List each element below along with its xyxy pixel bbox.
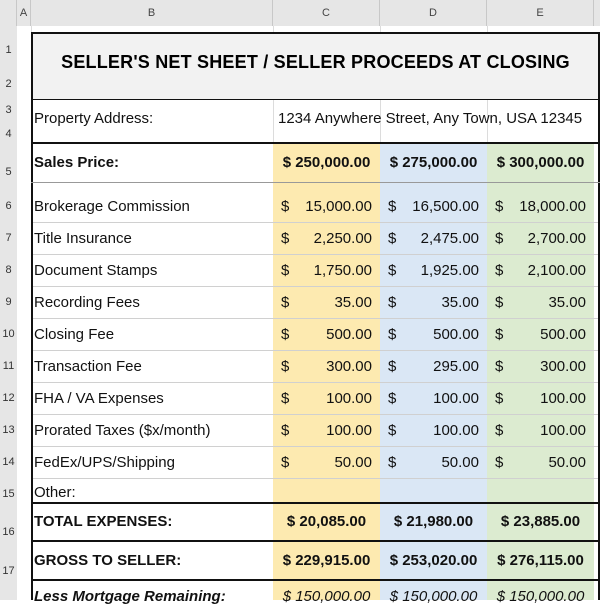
- expense-value-d[interactable]: [380, 454, 487, 474]
- expense-amount: 1,750.00: [313, 262, 372, 279]
- sheet-title[interactable]: SELLER'S NET SHEET / SELLER PROCEEDS AT CLOSING: [31, 32, 600, 100]
- row-number[interactable]: 6: [5, 200, 12, 212]
- expense-amount: 500.00: [433, 326, 479, 343]
- currency-symbol: $: [281, 422, 290, 439]
- expense-value-c[interactable]: [273, 294, 380, 314]
- expense-amount: 100.00: [433, 390, 479, 407]
- currency-symbol: $: [388, 390, 397, 407]
- currency-symbol: $: [495, 230, 504, 247]
- expense-value-d[interactable]: [380, 230, 487, 250]
- expense-value-c[interactable]: [273, 454, 380, 474]
- currency-symbol: $: [281, 358, 290, 375]
- expense-value-e[interactable]: [487, 262, 594, 282]
- currency-symbol: $: [388, 454, 397, 471]
- expense-value-d[interactable]: [380, 262, 487, 282]
- row-number[interactable]: 15: [2, 488, 15, 500]
- row-number[interactable]: 3: [5, 104, 12, 116]
- expense-value-d[interactable]: [380, 358, 487, 378]
- expense-amount: 500.00: [326, 326, 372, 343]
- expense-amount: 50.00: [334, 454, 372, 471]
- column-header-e[interactable]: E: [487, 0, 594, 26]
- border-below-sales-price: [31, 182, 600, 183]
- column-header-a[interactable]: A: [17, 0, 31, 26]
- currency-symbol: $: [388, 358, 397, 375]
- expense-value-d[interactable]: [380, 326, 487, 346]
- row-number[interactable]: 11: [2, 360, 15, 372]
- other-label[interactable]: Other:: [34, 484, 76, 501]
- expense-value-e[interactable]: [487, 294, 594, 314]
- currency-symbol: $: [495, 358, 504, 375]
- row-number[interactable]: 16: [2, 526, 15, 538]
- currency-symbol: $: [281, 454, 290, 471]
- expense-value-e[interactable]: [487, 198, 594, 218]
- currency-symbol: $: [281, 294, 290, 311]
- expense-amount: 2,250.00: [313, 230, 372, 247]
- border-below-address: [31, 142, 600, 144]
- expense-value-c[interactable]: [273, 358, 380, 378]
- mortgage-remaining-d[interactable]: $ 150,000.00: [389, 588, 478, 605]
- currency-symbol: $: [495, 422, 504, 439]
- total-expenses-d[interactable]: $ 21,980.00: [393, 513, 474, 530]
- expense-amount: 100.00: [326, 390, 372, 407]
- currency-symbol: $: [388, 198, 397, 215]
- row-divider: [31, 382, 600, 383]
- row-number[interactable]: 7: [5, 232, 12, 244]
- border-above-totals: [31, 502, 600, 504]
- currency-symbol: $: [388, 262, 397, 279]
- sales-price-d[interactable]: $ 275,000.00: [389, 154, 478, 171]
- expense-amount: 50.00: [441, 454, 479, 471]
- total-expenses-label[interactable]: TOTAL EXPENSES:: [34, 513, 173, 530]
- expense-value-e[interactable]: [487, 230, 594, 250]
- gross-to-seller-c[interactable]: $ 229,915.00: [282, 552, 371, 569]
- sales-price-label[interactable]: Sales Price:: [34, 154, 120, 171]
- row-number[interactable]: 5: [5, 166, 12, 178]
- currency-symbol: $: [495, 454, 504, 471]
- row-divider: [31, 222, 600, 223]
- expense-amount: 18,000.00: [519, 198, 586, 215]
- expense-amount: 100.00: [433, 422, 479, 439]
- expense-label[interactable]: FedEx/UPS/Shipping: [34, 454, 175, 471]
- expense-amount: 300.00: [540, 358, 586, 375]
- total-expenses-c[interactable]: $ 20,085.00: [286, 513, 367, 530]
- row-number[interactable]: 1: [5, 44, 12, 56]
- currency-symbol: $: [281, 262, 290, 279]
- property-address-label[interactable]: Property Address:: [34, 110, 154, 127]
- property-address-value[interactable]: 1234 Anywhere Street, Any Town, USA 12345: [278, 110, 583, 127]
- gross-to-seller-e[interactable]: $ 276,115.00: [497, 552, 584, 569]
- expense-label[interactable]: FHA / VA Expenses: [34, 390, 164, 407]
- expense-value-d[interactable]: [380, 390, 487, 410]
- currency-symbol: $: [281, 326, 290, 343]
- column-header-d[interactable]: D: [380, 0, 487, 26]
- gross-to-seller-d[interactable]: $ 253,020.00: [389, 552, 478, 569]
- expense-value-e[interactable]: [487, 326, 594, 346]
- table-left-border: [31, 32, 33, 600]
- expense-label[interactable]: Document Stamps: [34, 262, 158, 279]
- row-number[interactable]: 8: [5, 264, 12, 276]
- total-expenses-e[interactable]: $ 23,885.00: [500, 513, 581, 530]
- sales-price-c[interactable]: $ 250,000.00: [282, 154, 371, 171]
- sales-price-e[interactable]: $ 300,000.00: [496, 154, 585, 171]
- expense-value-e[interactable]: [487, 422, 594, 442]
- expense-label[interactable]: Prorated Taxes ($x/month): [34, 422, 211, 439]
- expense-amount: 35.00: [334, 294, 372, 311]
- currency-symbol: $: [495, 198, 504, 215]
- row-number[interactable]: 14: [2, 456, 15, 468]
- mortgage-remaining-label[interactable]: Less Mortgage Remaining:: [34, 588, 226, 605]
- gross-to-seller-label[interactable]: GROSS TO SELLER:: [34, 552, 182, 569]
- expense-value-c[interactable]: [273, 230, 380, 250]
- currency-symbol: $: [495, 262, 504, 279]
- expense-amount: 2,700.00: [527, 230, 586, 247]
- expense-amount: 15,000.00: [305, 198, 372, 215]
- row-number[interactable]: 12: [2, 392, 15, 404]
- expense-value-c[interactable]: [273, 198, 380, 218]
- row-divider: [31, 318, 600, 319]
- row-divider: [31, 286, 600, 287]
- mortgage-remaining-c[interactable]: $ 150,000.00: [282, 588, 371, 605]
- currency-symbol: $: [281, 198, 290, 215]
- expense-label[interactable]: Transaction Fee: [34, 358, 142, 375]
- mortgage-remaining-e[interactable]: $ 150,000.00: [496, 588, 585, 605]
- currency-symbol: $: [388, 326, 397, 343]
- row-number[interactable]: 9: [5, 296, 12, 308]
- currency-symbol: $: [495, 294, 504, 311]
- expense-amount: 100.00: [326, 422, 372, 439]
- row-number[interactable]: 2: [5, 78, 12, 90]
- expense-amount: 1,925.00: [420, 262, 479, 279]
- spreadsheet-grid[interactable]: [17, 26, 600, 605]
- expense-value-c[interactable]: [273, 422, 380, 442]
- expense-value-c[interactable]: [273, 326, 380, 346]
- expense-amount: 50.00: [548, 454, 586, 471]
- currency-symbol: $: [281, 230, 290, 247]
- expense-amount: 35.00: [441, 294, 479, 311]
- expense-amount: 2,100.00: [527, 262, 586, 279]
- expense-value-c[interactable]: [273, 390, 380, 410]
- expense-value-e[interactable]: [487, 390, 594, 410]
- row-divider: [31, 478, 600, 479]
- expense-value-c[interactable]: [273, 262, 380, 282]
- expense-label[interactable]: Recording Fees: [34, 294, 140, 311]
- select-all-corner[interactable]: [0, 0, 17, 26]
- expense-value-e[interactable]: [487, 454, 594, 474]
- expense-label[interactable]: Title Insurance: [34, 230, 132, 247]
- expense-label[interactable]: Closing Fee: [34, 326, 115, 343]
- expense-amount: 500.00: [540, 326, 586, 343]
- column-header-b[interactable]: B: [31, 0, 273, 26]
- row-divider: [31, 446, 600, 447]
- column-header-bar: [0, 0, 600, 27]
- currency-symbol: $: [388, 294, 397, 311]
- expense-value-d[interactable]: [380, 198, 487, 218]
- currency-symbol: $: [281, 390, 290, 407]
- row-number[interactable]: 4: [5, 128, 12, 140]
- currency-symbol: $: [388, 230, 397, 247]
- expense-label[interactable]: Brokerage Commission: [34, 198, 190, 215]
- row-number[interactable]: 17: [2, 565, 15, 577]
- expense-amount: 16,500.00: [412, 198, 479, 215]
- row-number[interactable]: 10: [2, 328, 15, 340]
- row-divider: [31, 350, 600, 351]
- expense-amount: 295.00: [433, 358, 479, 375]
- currency-symbol: $: [495, 326, 504, 343]
- column-header-c[interactable]: C: [273, 0, 380, 26]
- expense-value-d[interactable]: [380, 294, 487, 314]
- expense-amount: 2,475.00: [420, 230, 479, 247]
- expense-amount: 100.00: [540, 422, 586, 439]
- row-divider: [31, 254, 600, 255]
- border-above-gross: [31, 540, 600, 542]
- expense-amount: 100.00: [540, 390, 586, 407]
- expense-value-e[interactable]: [487, 358, 594, 378]
- currency-symbol: $: [388, 422, 397, 439]
- expense-amount: 35.00: [548, 294, 586, 311]
- row-divider: [31, 414, 600, 415]
- expense-value-d[interactable]: [380, 422, 487, 442]
- border-above-mortgage: [31, 579, 600, 581]
- row-number[interactable]: 13: [2, 424, 15, 436]
- expense-amount: 300.00: [326, 358, 372, 375]
- currency-symbol: $: [495, 390, 504, 407]
